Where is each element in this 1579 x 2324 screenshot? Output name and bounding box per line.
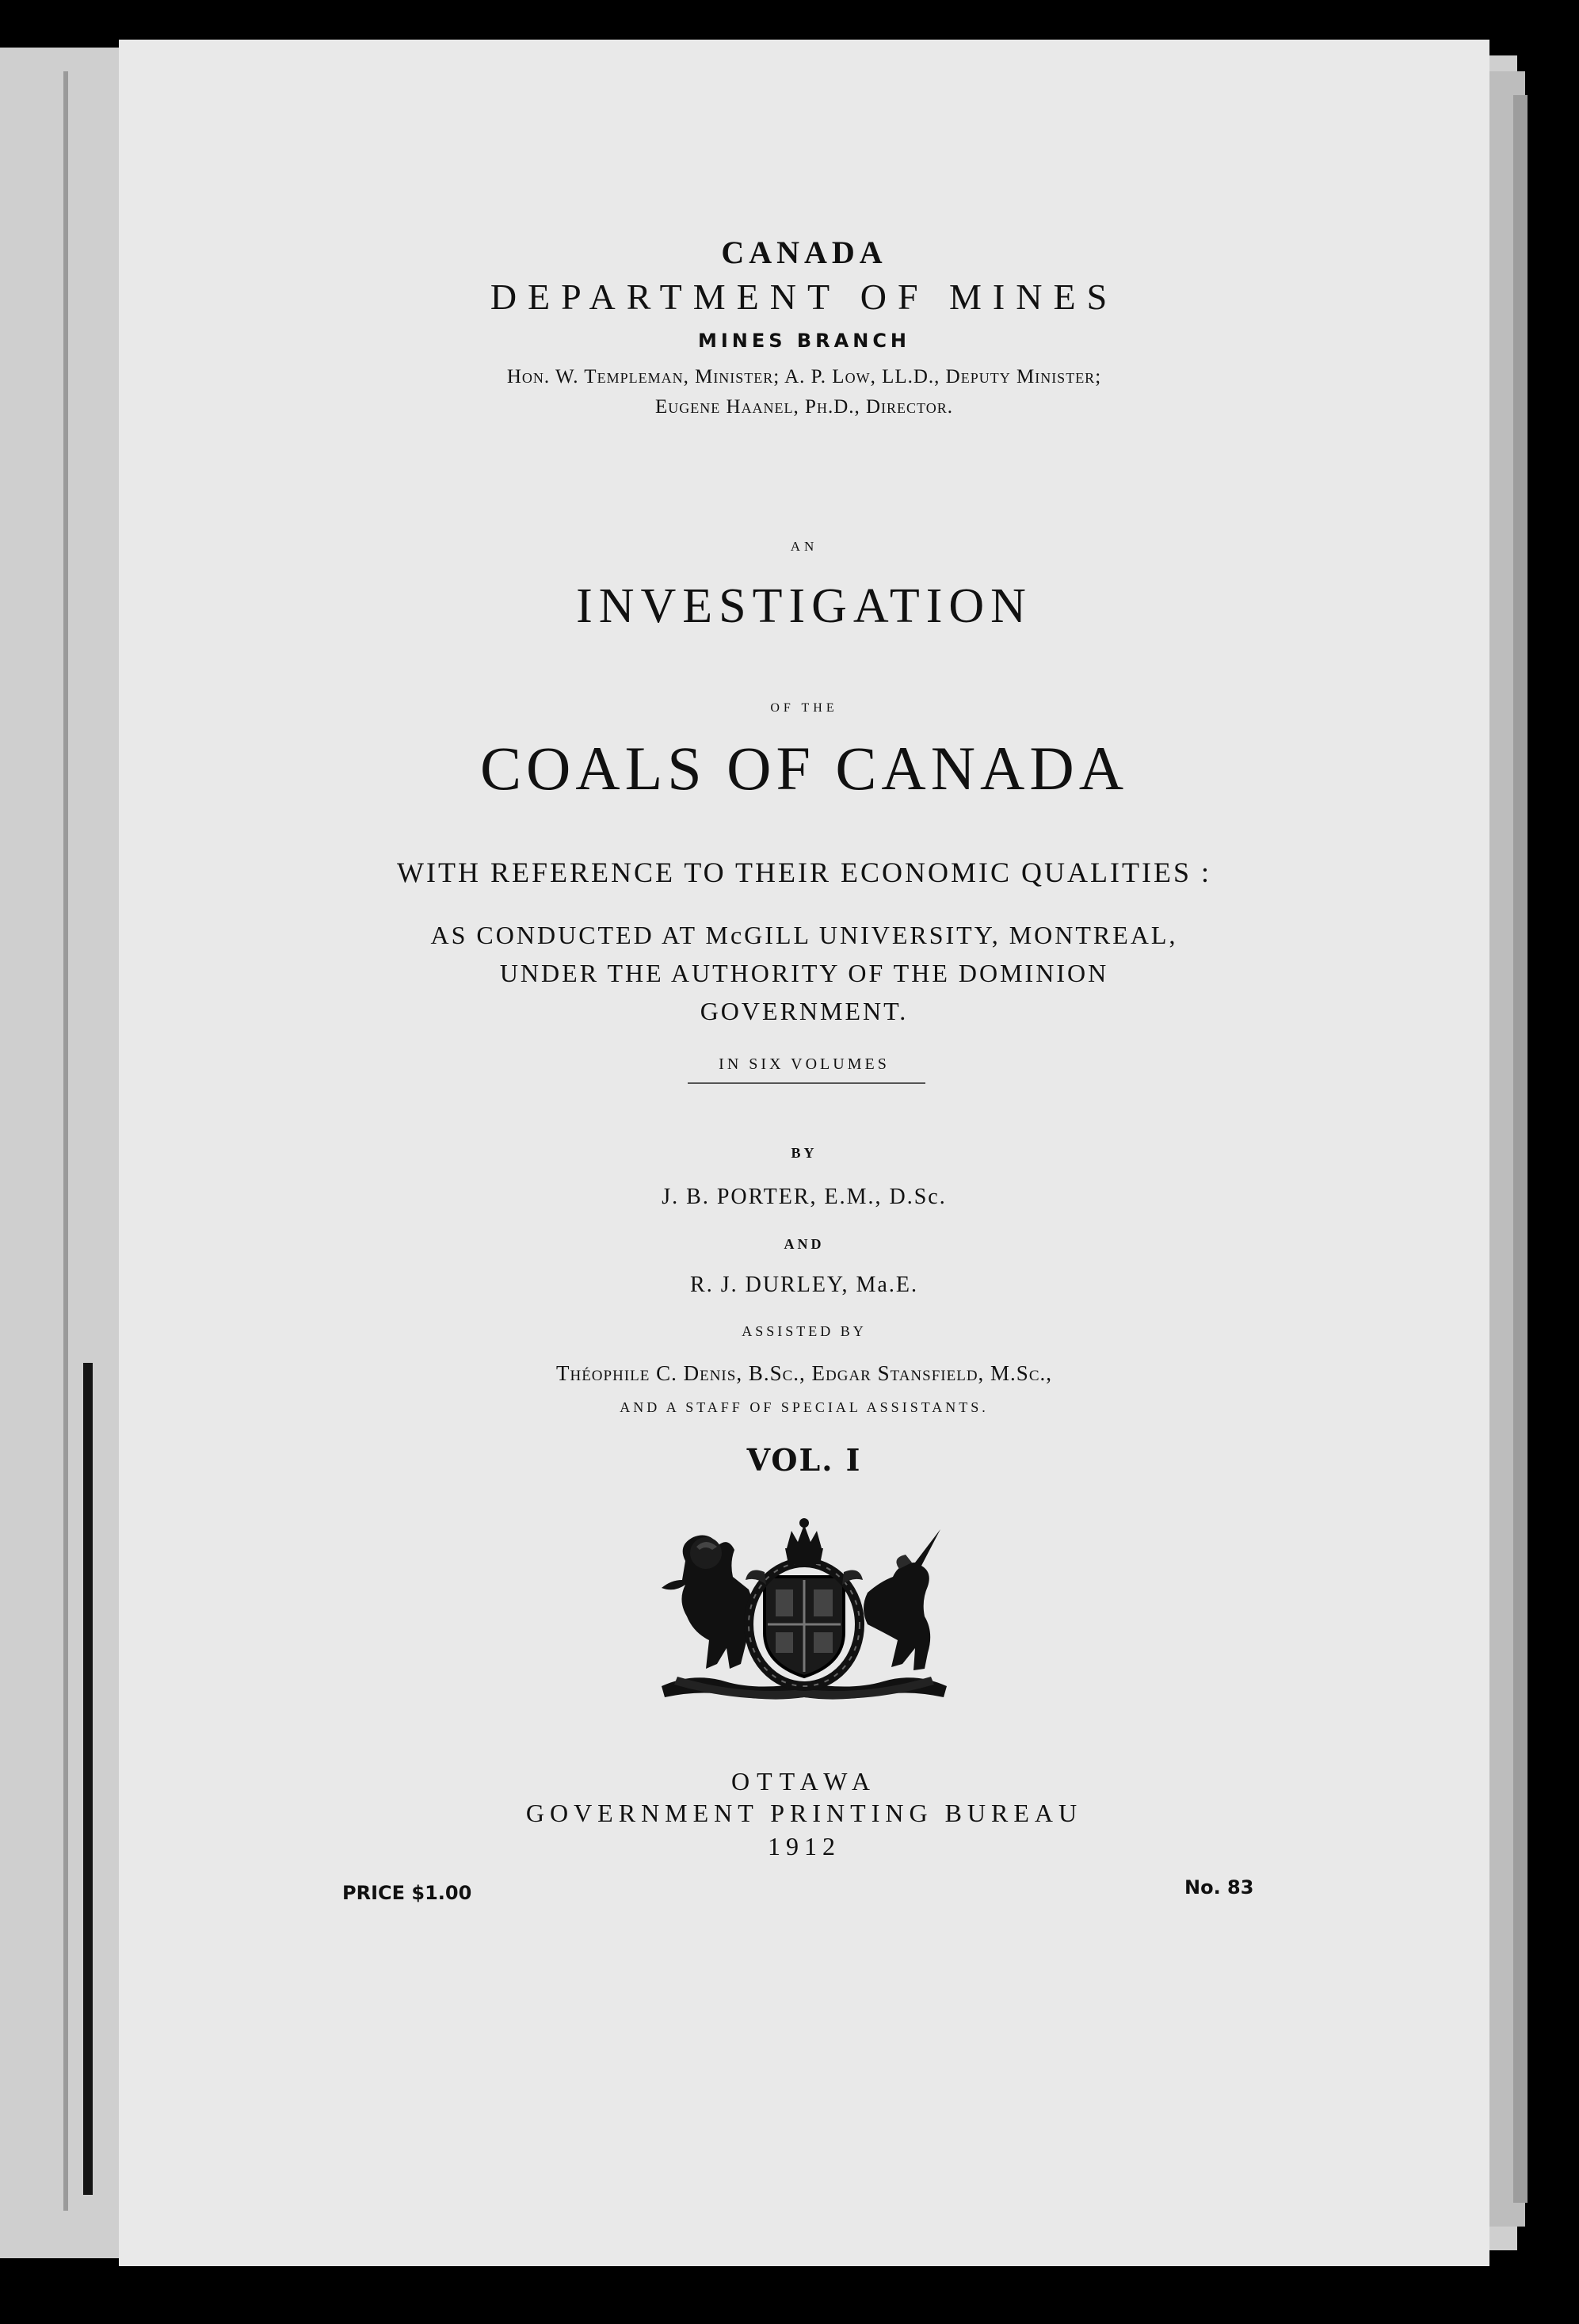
- title-page: [119, 40, 1489, 2266]
- publication-year: 1912: [768, 1832, 841, 1860]
- subtitle: WITH REFERENCE TO THEIR ECONOMIC QUALITIES :: [397, 857, 1211, 888]
- assistants-line: AND A STAFF OF SPECIAL ASSISTANTS.: [620, 1399, 989, 1415]
- divider-rule: [688, 1082, 925, 1084]
- binding-spine: [83, 1363, 93, 2195]
- previous-page-edge: [0, 48, 124, 2258]
- by-label: BY: [791, 1145, 818, 1161]
- officers-line: Eugene Haanel, Ph.D., Director.: [655, 396, 953, 418]
- author-name: J. B. PORTER, E.M., D.Sc.: [662, 1185, 947, 1209]
- country-heading: CANADA: [721, 235, 887, 270]
- conducted-line: UNDER THE AUTHORITY OF THE DOMINION: [499, 959, 1109, 987]
- assistants-line: Théophile C. Denis, B.Sc., Edgar Stansfield, M.Sc.,: [555, 1361, 1052, 1385]
- article-an: AN: [790, 539, 818, 554]
- subject-title: COALS OF CANADA: [479, 734, 1129, 803]
- of-the-connector: OF THE: [770, 701, 838, 715]
- conducted-line: AS CONDUCTED AT McGILL UNIVERSITY, MONTREAL,: [430, 921, 1178, 949]
- department-heading: DEPARTMENT OF MINES: [490, 277, 1119, 317]
- volumes-note: IN SIX VOLUMES: [719, 1055, 890, 1073]
- publication-city: OTTAWA: [731, 1767, 877, 1795]
- main-title: INVESTIGATION: [576, 579, 1032, 633]
- royal-coat-of-arms-icon: [630, 1513, 978, 1704]
- and-label: AND: [784, 1236, 825, 1252]
- conducted-line: GOVERNMENT.: [700, 997, 909, 1025]
- binding-shadow: [63, 71, 68, 2211]
- branch-heading: MINES BRANCH: [697, 330, 911, 352]
- publisher: GOVERNMENT PRINTING BUREAU: [525, 1799, 1083, 1827]
- officers-line: Hon. W. Templeman, Minister; A. P. Low, LL.D., Deputy Minister;: [506, 366, 1102, 387]
- report-number: No. 83: [1184, 1876, 1254, 1899]
- author-name: R. J. DURLEY, Ma.E.: [690, 1273, 918, 1297]
- page-stack-edge: [1513, 95, 1528, 2203]
- assisted-by-label: ASSISTED BY: [742, 1323, 867, 1339]
- volume-number: VOL. I: [746, 1442, 862, 1478]
- price-label: PRICE $1.00: [342, 1882, 472, 1904]
